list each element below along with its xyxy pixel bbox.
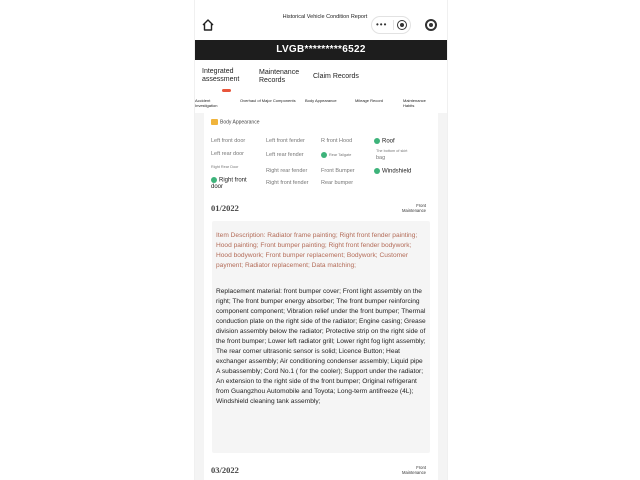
- part-left-rear-door: Left rear door: [211, 151, 245, 157]
- record-type-tag: Front Maintenance: [402, 203, 426, 213]
- damage-check-icon: [321, 152, 327, 158]
- damage-check-icon: [211, 177, 217, 183]
- part-bag: bag: [376, 155, 386, 161]
- part-left-front-door: Left front door: [211, 138, 246, 144]
- part-rear-tailgate: Rear Tailgate: [321, 152, 351, 158]
- part-left-front-fender: Left front fender: [266, 138, 305, 144]
- report-card: [204, 113, 438, 480]
- sub-tabs: [195, 96, 447, 112]
- damage-check-icon: [374, 138, 380, 144]
- record-detail-box: [212, 221, 430, 453]
- content-scroll[interactable]: [195, 113, 447, 480]
- phone-screen: [194, 0, 448, 480]
- record-icon[interactable]: [425, 19, 437, 31]
- tab-maintenance-records[interactable]: Maintenance Records: [259, 69, 300, 84]
- car-body-icon: [211, 119, 218, 125]
- part-front-hood: R front Hood: [321, 138, 353, 144]
- subtab-mileage-record[interactable]: Mileage Record: [355, 98, 384, 103]
- part-front-bumper: Front Bumper: [321, 168, 355, 174]
- top-bar: [195, 0, 447, 40]
- active-tab-indicator: [222, 89, 231, 92]
- part-right-rear-fender: Right rear fender: [266, 168, 308, 174]
- more-icon[interactable]: •••: [376, 20, 388, 29]
- part-bottom-skirt: The bottom of skirt: [376, 149, 408, 153]
- replacement-materials: Replacement material: front bumper cover; Front light assembly on the right; The front bumper energy absorber; The front bumper reinforcing component component; Vibration relief under the front bumper; Thermal conduction plate on the right side of the radiator; Engine casing; Grease division assembly below the radiator; Protective strip on the right side of the front bumper; Lower left radiator grill; Lower right fog light assembly; The rear corner ultrasonic sensor is solid; Licence Button; Heat exchanger assembly; Air conditioning condenser assembly; Liquid pipe A subassembly; Cord No.1 ( for the cooler); Support under the radiator; An extension to the right side of the front bumper; Original refrigerant from Guangzhou Automobile and Toyota; Long-term antifreeze (4L); Windshield cleaning tank assembly;: [216, 288, 426, 405]
- subtab-body-appearance[interactable]: Body Appearance: [305, 98, 337, 103]
- vin-banner: LVGB*********6522: [195, 40, 447, 60]
- subtab-accident-investigation[interactable]: Accident Investigation: [195, 98, 218, 108]
- capsule-divider: [393, 20, 394, 30]
- part-roof: Roof: [374, 138, 395, 145]
- part-right-front-door: Right front door: [211, 177, 247, 190]
- subtab-major-components[interactable]: Overhaul of Major Components: [240, 98, 296, 103]
- record-date: 03/2022: [211, 465, 239, 475]
- part-right-rear-door: Right Rear Door: [211, 165, 239, 169]
- tab-integrated-assessment[interactable]: Integrated assessment: [202, 68, 240, 83]
- subtab-maintenance-habits[interactable]: Maintenance Habits: [403, 98, 426, 108]
- tab-claim-records[interactable]: Claim Records: [313, 73, 359, 80]
- part-windshield: Windshield: [374, 168, 411, 175]
- page-title: Historical Vehicle Condition Report: [282, 14, 368, 20]
- item-description: Item Description: Radiator frame painting; Right front fender painting; Hood painting; Front bumper painting; Right front fender bodywork; Hood bodywork; Front bumper replacement; Bodywork; Customer payment; Radiator replacement; Data matching;: [216, 232, 418, 269]
- main-tabs: [195, 60, 447, 96]
- damage-check-icon: [374, 168, 380, 174]
- record-type-tag: Front Maintenance: [402, 465, 426, 475]
- record-date: 01/2022: [211, 203, 239, 213]
- close-capsule-icon[interactable]: [397, 20, 407, 30]
- mini-program-capsule: [371, 16, 411, 34]
- home-icon[interactable]: [201, 18, 215, 32]
- part-left-rear-fender: Left rear fender: [266, 152, 304, 158]
- part-right-front-fender: Right front fender: [266, 180, 309, 186]
- section-title: Body Appearance: [220, 119, 260, 126]
- part-rear-bumper: Rear bumper: [321, 180, 354, 186]
- body-appearance-header: [211, 119, 259, 125]
